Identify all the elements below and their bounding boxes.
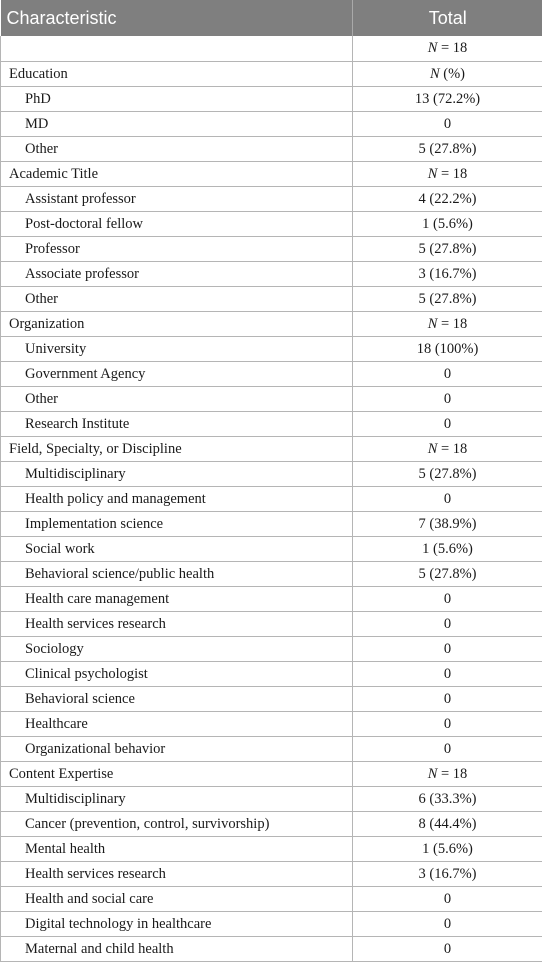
row-label: Mental health [1, 836, 353, 861]
table-row [1, 786, 542, 811]
row-label: Cancer (prevention, control, survivorship) [1, 811, 353, 836]
row-label: Organizational behavior [1, 736, 353, 761]
row-label: MD [1, 111, 353, 136]
row-value: 0 [353, 661, 542, 686]
row-value: N = 18 [353, 36, 542, 61]
table-row [1, 86, 542, 111]
section-header-row [1, 436, 542, 461]
row-value: 0 [353, 611, 542, 636]
section-label: Academic Title [1, 161, 353, 186]
row-label: Digital technology in healthcare [1, 911, 353, 936]
table-row [1, 411, 542, 436]
row-value: N = 18 [353, 761, 542, 786]
row-value: 8 (44.4%) [353, 811, 542, 836]
header-characteristic: Characteristic [1, 0, 353, 36]
section-header-row [1, 761, 542, 786]
section-header-row [1, 36, 542, 61]
row-value: 0 [353, 586, 542, 611]
row-label: Clinical psychologist [1, 661, 353, 686]
row-value: 0 [353, 111, 542, 136]
header-total: Total [353, 0, 542, 36]
table-row [1, 686, 542, 711]
row-value: 5 (27.8%) [353, 461, 542, 486]
row-value: 7 (38.9%) [353, 511, 542, 536]
table-row [1, 486, 542, 511]
row-value: 5 (27.8%) [353, 286, 542, 311]
row-value: N = 18 [353, 311, 542, 336]
row-label: Associate professor [1, 261, 353, 286]
row-value: 1 (5.6%) [353, 536, 542, 561]
row-value: 0 [353, 486, 542, 511]
table-row [1, 586, 542, 611]
row-label: University [1, 336, 353, 361]
row-label: Assistant professor [1, 186, 353, 211]
table-row [1, 811, 542, 836]
row-label: Sociology [1, 636, 353, 661]
row-value: 18 (100%) [353, 336, 542, 361]
row-label: PhD [1, 86, 353, 111]
row-value: 0 [353, 911, 542, 936]
row-label: Social work [1, 536, 353, 561]
row-value: 5 (27.8%) [353, 561, 542, 586]
row-label: Health care management [1, 586, 353, 611]
section-label [1, 36, 353, 61]
section-header-row [1, 161, 542, 186]
row-value: N = 18 [353, 436, 542, 461]
section-label: Education [1, 61, 353, 86]
row-value: 0 [353, 711, 542, 736]
table-row [1, 636, 542, 661]
table-row [1, 361, 542, 386]
row-value: 0 [353, 736, 542, 761]
section-header-row [1, 61, 542, 86]
row-label: Other [1, 386, 353, 411]
table-row [1, 561, 542, 586]
row-value: 0 [353, 936, 542, 961]
table-row [1, 611, 542, 636]
row-value: N = 18 [353, 161, 542, 186]
row-value: 1 (5.6%) [353, 211, 542, 236]
row-label: Health services research [1, 611, 353, 636]
row-value: 6 (33.3%) [353, 786, 542, 811]
row-label: Research Institute [1, 411, 353, 436]
row-value: 0 [353, 686, 542, 711]
table-row [1, 336, 542, 361]
row-value: 0 [353, 636, 542, 661]
row-label: Multidisciplinary [1, 461, 353, 486]
row-label: Government Agency [1, 361, 353, 386]
row-value: 5 (27.8%) [353, 236, 542, 261]
row-label: Behavioral science [1, 686, 353, 711]
table-row [1, 511, 542, 536]
table-row [1, 211, 542, 236]
row-value: 0 [353, 361, 542, 386]
table-row [1, 736, 542, 761]
row-label: Other [1, 286, 353, 311]
row-label: Behavioral science/public health [1, 561, 353, 586]
row-value: 3 (16.7%) [353, 261, 542, 286]
section-label: Field, Specialty, or Discipline [1, 436, 353, 461]
table-row [1, 886, 542, 911]
row-value: 5 (27.8%) [353, 136, 542, 161]
table-row [1, 836, 542, 861]
table-row [1, 711, 542, 736]
table-row [1, 386, 542, 411]
table-row [1, 261, 542, 286]
table-row [1, 286, 542, 311]
row-label: Implementation science [1, 511, 353, 536]
section-label: Organization [1, 311, 353, 336]
row-value: 13 (72.2%) [353, 86, 542, 111]
row-value: N (%) [353, 61, 542, 86]
section-label: Content Expertise [1, 761, 353, 786]
table-row [1, 911, 542, 936]
row-value: 0 [353, 411, 542, 436]
row-label: Maternal and child health [1, 936, 353, 961]
table-row [1, 186, 542, 211]
row-label: Professor [1, 236, 353, 261]
table-row [1, 136, 542, 161]
row-label: Healthcare [1, 711, 353, 736]
row-label: Other [1, 136, 353, 161]
table-row [1, 661, 542, 686]
table-row [1, 236, 542, 261]
row-label: Multidisciplinary [1, 786, 353, 811]
row-value: 4 (22.2%) [353, 186, 542, 211]
row-value: 0 [353, 886, 542, 911]
table-row [1, 861, 542, 886]
row-value: 3 (16.7%) [353, 861, 542, 886]
table-row [1, 461, 542, 486]
section-header-row [1, 311, 542, 336]
table-row [1, 111, 542, 136]
table-row [1, 536, 542, 561]
table-body [1, 36, 542, 961]
row-value: 0 [353, 386, 542, 411]
table-row [1, 936, 542, 961]
row-label: Post-doctoral fellow [1, 211, 353, 236]
row-value: 1 (5.6%) [353, 836, 542, 861]
row-label: Health policy and management [1, 486, 353, 511]
row-label: Health services research [1, 861, 353, 886]
row-label: Health and social care [1, 886, 353, 911]
table-header-row [1, 0, 542, 36]
